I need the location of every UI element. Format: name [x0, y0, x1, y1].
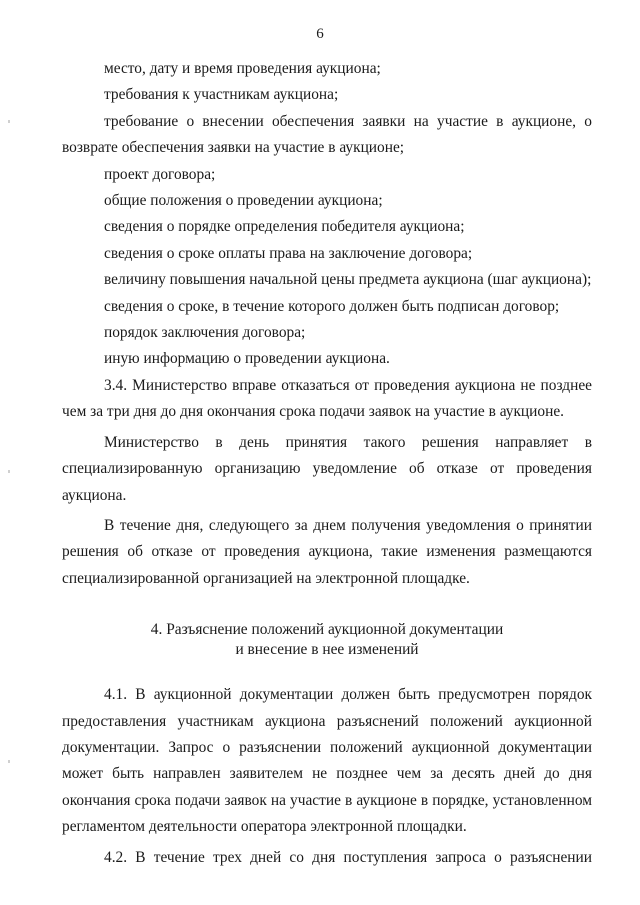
paragraph: Министерство в день принятия такого решения направляет в специализированную организацию уведомление об отказе от проведения аукциона.	[62, 433, 592, 504]
section-heading	[62, 620, 592, 660]
list-item: порядок заключения договора;	[104, 324, 306, 342]
paragraph-3-4: 3.4. Министерство вправе отказаться от проведения аукциона не позднее чем за три дня до дня окончания срока подачи заявок на участие в аукционе.	[62, 376, 592, 421]
list-item: иную информацию о проведении аукциона.	[104, 350, 390, 368]
paragraph-4-2: 4.2. В течение трех дней со дня поступления запроса о разъяснении	[104, 848, 592, 866]
scan-artifact	[8, 760, 10, 763]
section-heading-line: 4. Разъяснение положений аукционной документации	[150, 621, 504, 639]
list-item: сведения о порядке определения победителя аукциона;	[104, 218, 465, 236]
list-item: требования к участникам аукциона;	[104, 86, 339, 104]
list-item: величину повышения начальной цены предмета аукциона (шаг аукциона);	[104, 271, 592, 289]
list-item: сведения о сроке, в течение которого должен быть подписан договор;	[104, 297, 560, 315]
section-heading-line: и внесение в нее изменений	[235, 641, 419, 659]
paragraph-4-1: 4.1. В аукционной документации должен быть предусмотрен порядок предоставления участникам аукциона разъяснений положений аукционной документации. Запрос о разъяснении положений аукционной документации может быть направлен заявителем не позднее чем за десять дней до дня окончания срока подачи заявок на участие в аукционе в порядке, установленном регламентом деятельности оператора электронной площадки.	[62, 686, 592, 836]
document-body	[62, 56, 592, 871]
list-item: требование о внесении обеспечения заявки на участие в аукционе, о возврате обеспечения заявки на участие в аукционе;	[62, 112, 592, 157]
scan-artifact	[8, 120, 10, 123]
paragraph: В течение дня, следующего за днем получения уведомления о принятии решения об отказе от проведения аукциона, такие изменения размещаются специализированной организацией на электронной площадке.	[62, 516, 592, 587]
list-item: место, дату и время проведения аукциона;	[104, 60, 381, 77]
scan-artifact	[8, 470, 10, 473]
page-number: 6	[316, 26, 324, 42]
list-item: проект договора;	[104, 165, 216, 183]
list-item: сведения о сроке оплаты права на заключение договора;	[104, 244, 473, 262]
list-item: общие положения о проведении аукциона;	[104, 192, 383, 210]
